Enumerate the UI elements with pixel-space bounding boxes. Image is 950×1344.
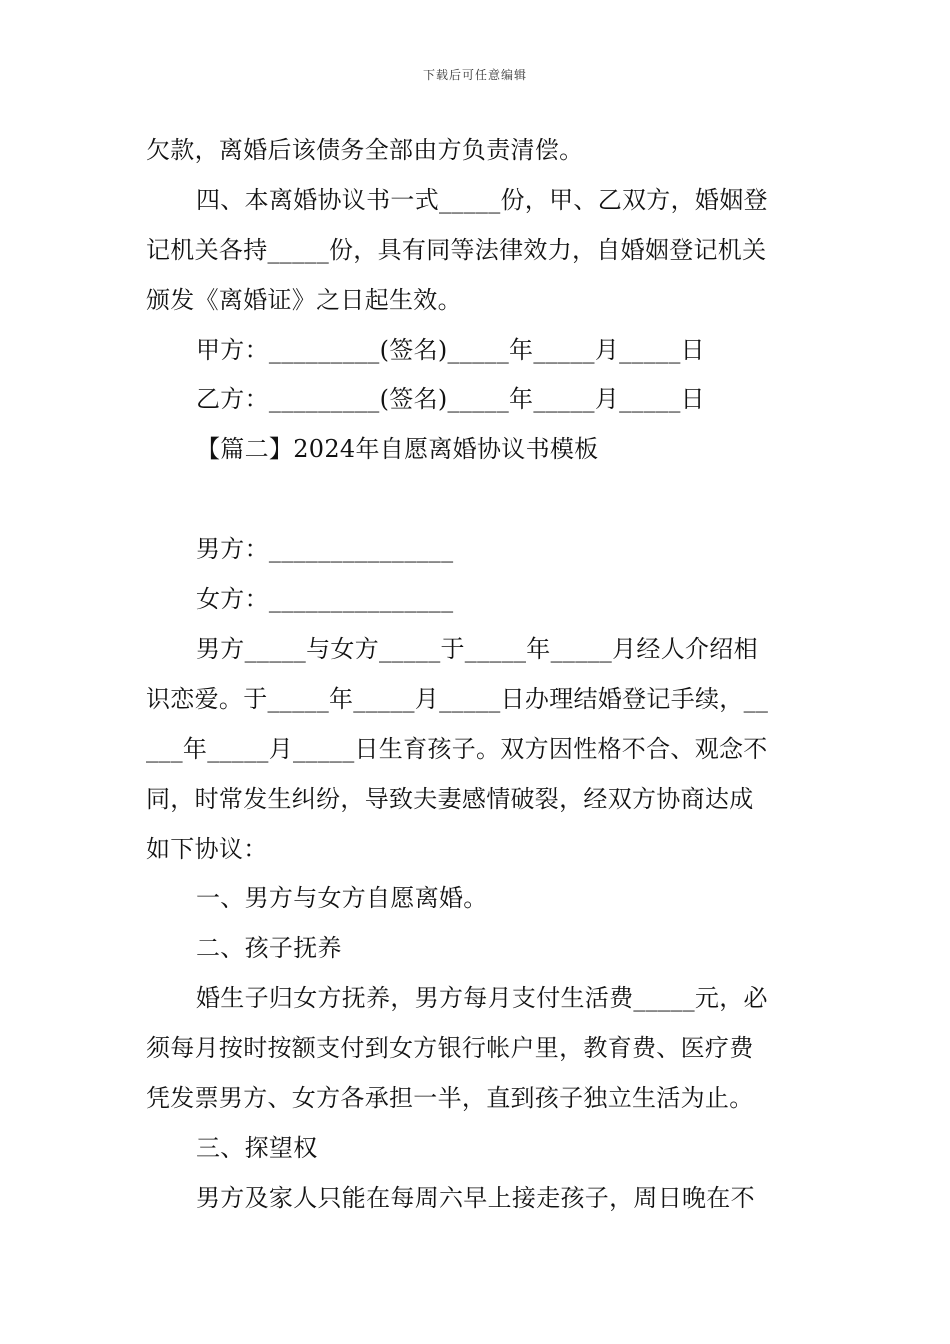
- field-male: 男方：_______________: [196, 535, 454, 563]
- paragraph-line: 婚生子归女方抚养，男方每月支付生活费_____元，必: [196, 984, 768, 1012]
- paragraph-line: 男方及家人只能在每周六早上接走孩子，周日晚在不: [196, 1184, 755, 1212]
- paragraph-line: 须每月按时按额支付到女方银行帐户里，教育费、医疗费: [146, 1034, 754, 1062]
- paragraph-line: 颁发《离婚证》之日起生效。: [146, 286, 462, 314]
- paragraph-line: 如下协议：: [146, 835, 268, 863]
- paragraph-line: 四、本离婚协议书一式_____份，甲、乙双方，婚姻登: [196, 186, 768, 214]
- clause-three-heading: 三、探望权: [196, 1134, 318, 1162]
- section-title: 【篇二】2024年自愿离婚协议书模板: [196, 435, 599, 463]
- paragraph-line: 识恋爱。于_____年_____月_____日办理结婚登记手续，__: [146, 685, 769, 713]
- clause-two-heading: 二、孩子抚养: [196, 934, 342, 962]
- paragraph-line: 同，时常发生纠纷，导致夫妻感情破裂，经双方协商达成: [146, 785, 754, 813]
- field-female: 女方：_______________: [196, 585, 454, 613]
- signature-line-party-b: 乙方：_________(签名)_____年_____月_____日: [196, 385, 705, 413]
- paragraph-line: 欠款，离婚后该债务全部由方负责清偿。: [146, 136, 584, 164]
- paragraph-line: 记机关各持_____份，具有同等法律效力，自婚姻登记机关: [146, 236, 767, 264]
- clause-one: 一、男方与女方自愿离婚。: [196, 884, 488, 912]
- signature-line-party-a: 甲方：_________(签名)_____年_____月_____日: [196, 336, 705, 364]
- page-header: 下载后可任意编辑: [422, 68, 527, 82]
- paragraph-line: 男方_____与女方_____于_____年_____月经人介绍相: [196, 635, 758, 663]
- paragraph-line: ___年_____月_____日生育孩子。双方因性格不合、观念不: [146, 735, 768, 763]
- paragraph-line: 凭发票男方、女方各承担一半，直到孩子独立生活为止。: [146, 1084, 754, 1112]
